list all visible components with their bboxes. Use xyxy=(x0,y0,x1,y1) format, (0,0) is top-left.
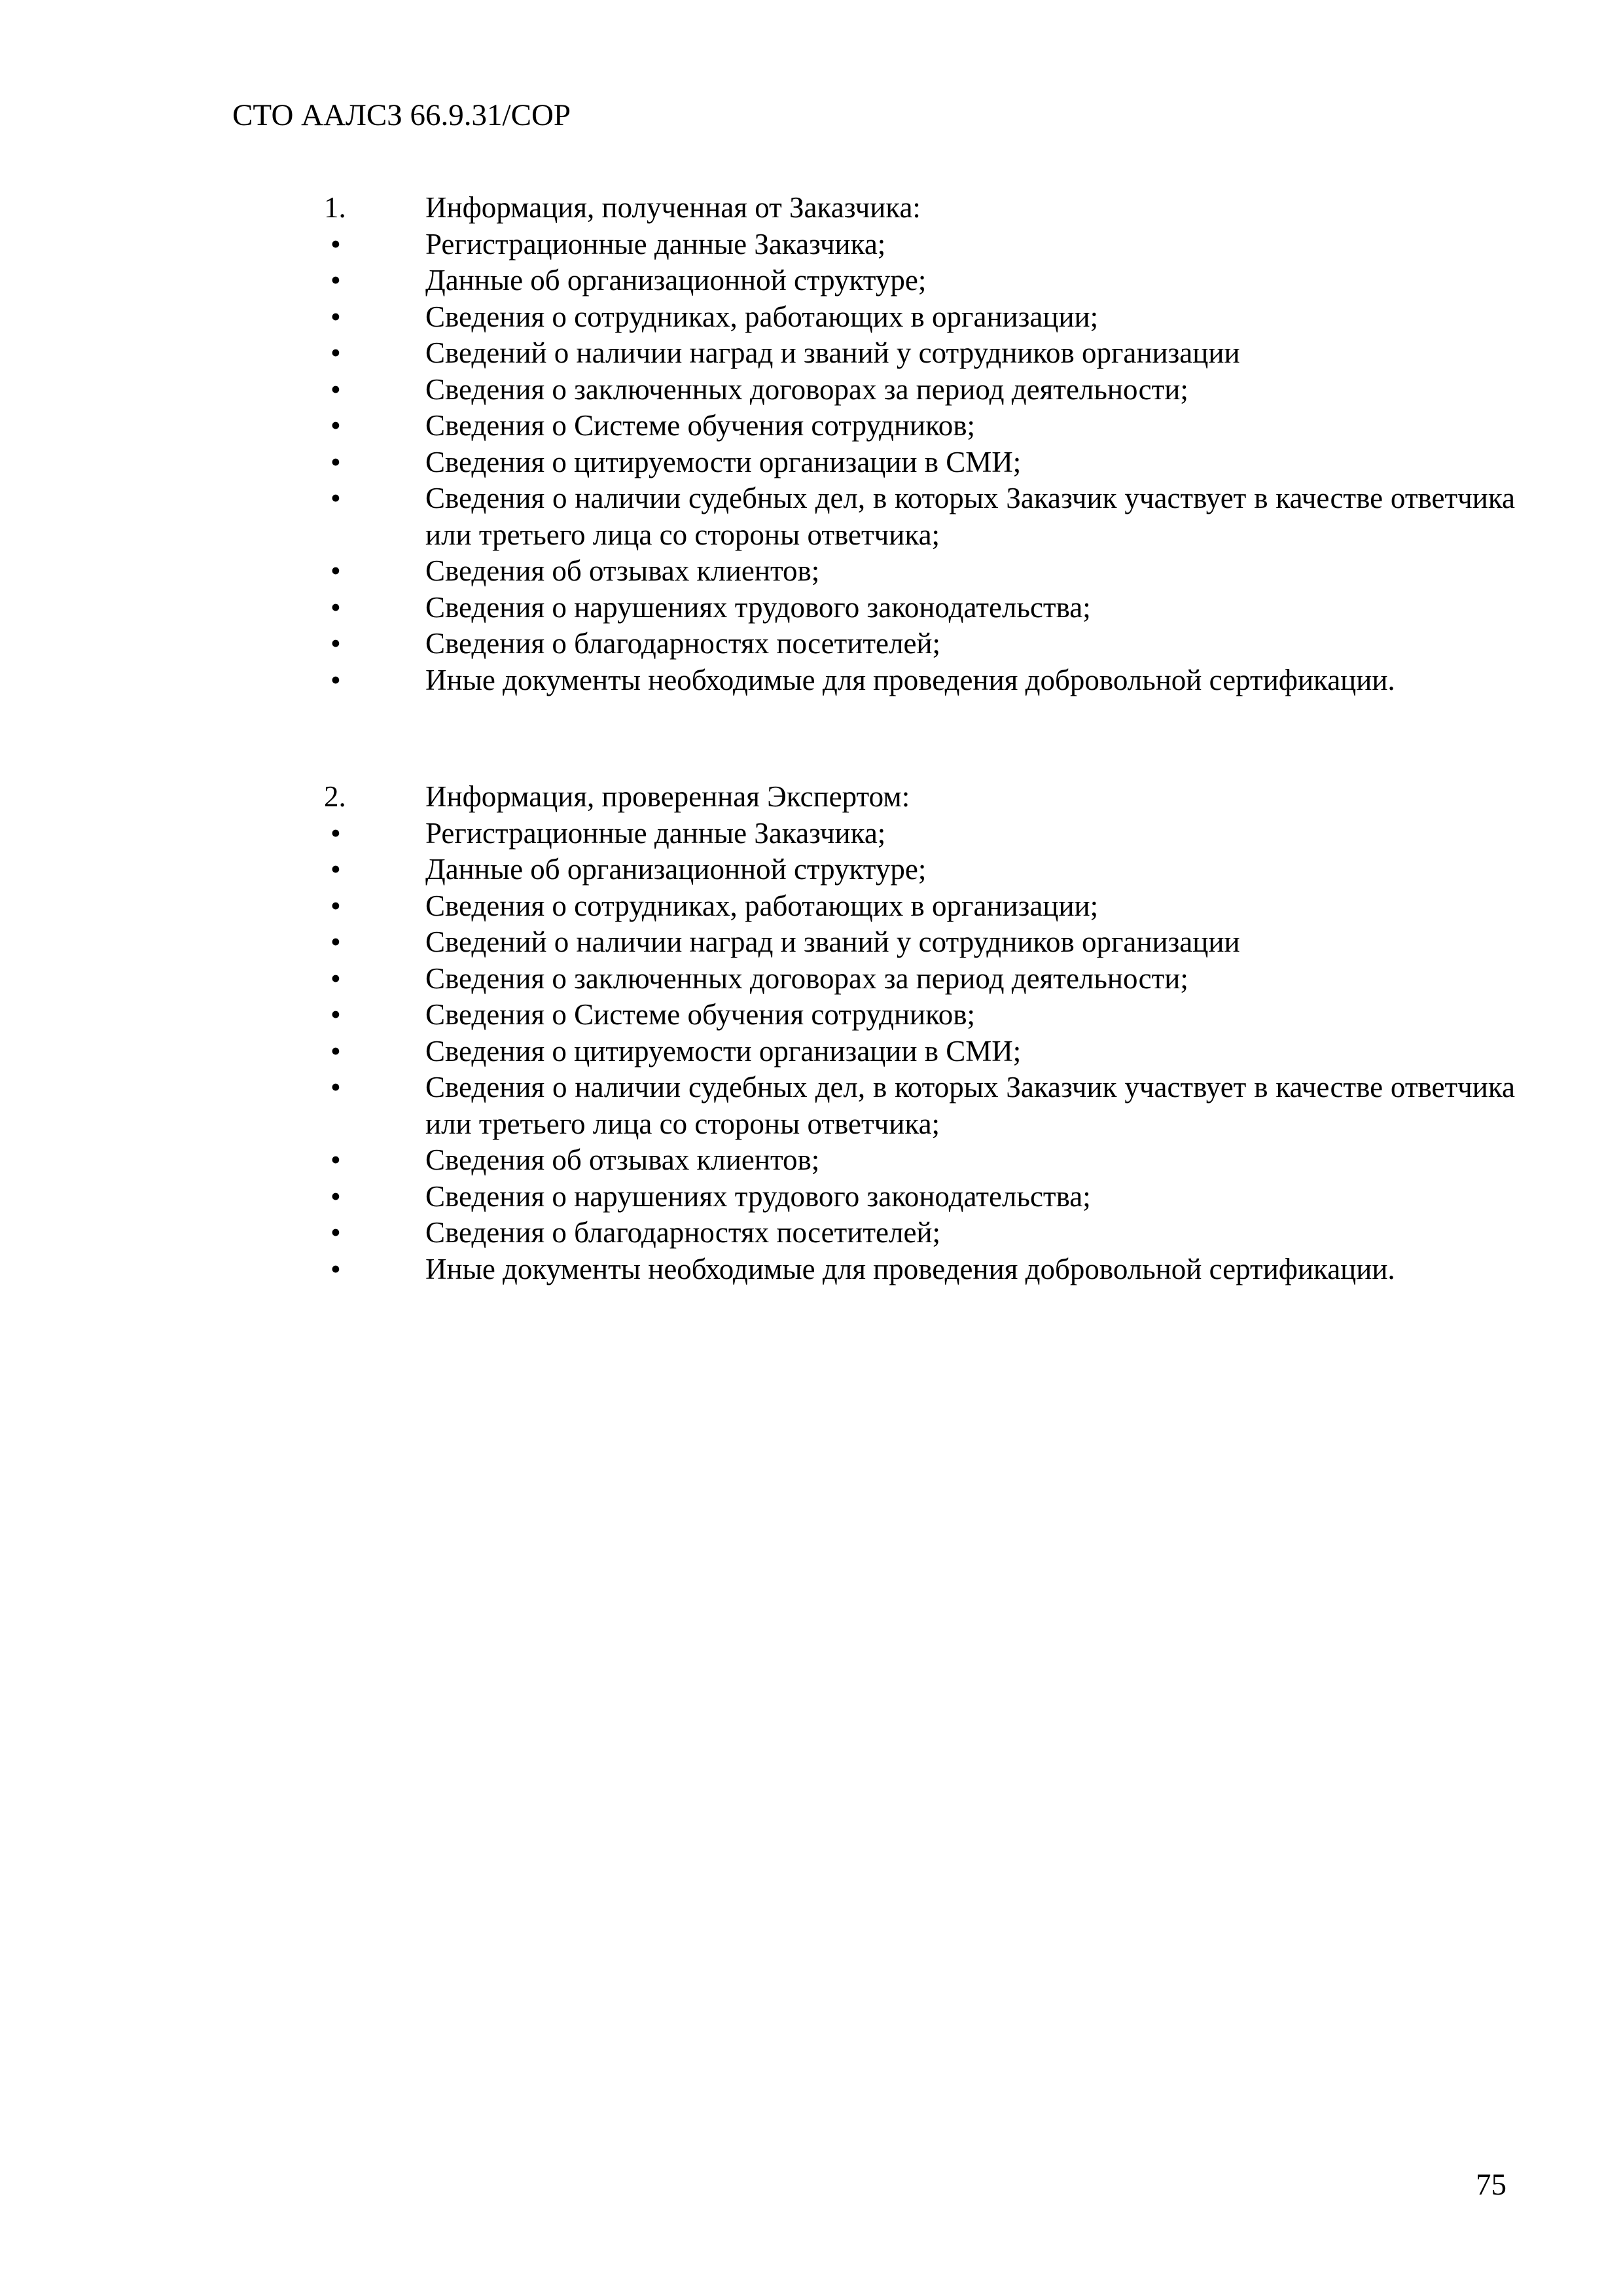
list-item xyxy=(324,480,1515,553)
list-item xyxy=(324,1033,1515,1070)
list-item xyxy=(324,372,1515,408)
list-item-text: Сведения о нарушениях трудового законодательства; xyxy=(425,1179,1091,1213)
section-expert-info xyxy=(324,779,1515,1287)
bullet-icon: • xyxy=(330,482,341,514)
list-item-text: Сведения о Системе обучения сотрудников; xyxy=(425,409,975,442)
list-item-text: Сведения о нарушениях трудового законодательства; xyxy=(425,590,1091,624)
list-item-text: Сведения о наличии судебных дел, в которых Заказчик участвует в качестве ответчика или третьего лица со стороны ответчика; xyxy=(425,1071,1515,1140)
list-item-text: Сведения о заключенных договорах за период деятельности; xyxy=(425,961,1188,995)
bullet-icon: • xyxy=(330,554,341,587)
section-number: 2. xyxy=(324,780,346,813)
list-item-text: Сведения о сотрудниках, работающих в организации; xyxy=(425,300,1099,333)
list-item-text: Сведения о благодарностях посетителей; xyxy=(425,1216,941,1249)
bullet-icon: • xyxy=(330,663,341,696)
list-item xyxy=(324,961,1515,997)
bullet-icon: • xyxy=(330,816,341,850)
bullet-icon: • xyxy=(330,889,341,922)
bullet-icon: • xyxy=(330,409,341,442)
section-customer-info xyxy=(324,190,1515,698)
bullet-icon: • xyxy=(330,445,341,478)
bullet-icon: • xyxy=(330,372,341,406)
list-item xyxy=(324,299,1515,336)
list-item xyxy=(324,553,1515,590)
bullet-icon: • xyxy=(330,853,341,886)
list-item xyxy=(324,1142,1515,1179)
bullet-icon: • xyxy=(330,1143,341,1176)
list-item-text: Сведений о наличии наград и званий у сотрудников организации xyxy=(425,925,1240,958)
list-item-text: Сведения о цитируемости организации в СМИ; xyxy=(425,1034,1022,1067)
bullet-icon: • xyxy=(330,961,341,995)
bullet-icon: • xyxy=(330,590,341,624)
list-item xyxy=(324,1215,1515,1251)
page-number: 75 xyxy=(1476,2168,1507,2202)
list-item-text: Сведения о заключенных договорах за период деятельности; xyxy=(425,372,1188,406)
list-item-text: Сведения о благодарностях посетителей; xyxy=(425,627,941,660)
list-item xyxy=(324,262,1515,299)
list-item xyxy=(324,662,1515,699)
list-item-text: Иные документы необходимые для проведения добровольной сертификации. xyxy=(425,663,1395,696)
list-item xyxy=(324,1251,1515,1288)
list-item-text: Данные об организационной структуре; xyxy=(425,264,927,296)
list-item xyxy=(324,226,1515,263)
section-number: 1. xyxy=(324,191,346,224)
bullet-icon: • xyxy=(330,264,341,296)
list-item-text: Сведения о цитируемости организации в СМИ; xyxy=(425,445,1022,478)
list-item xyxy=(324,444,1515,481)
bullet-icon: • xyxy=(330,998,341,1031)
list-item-text: Регистрационные данные Заказчика; xyxy=(425,816,886,850)
bullet-icon: • xyxy=(330,1179,341,1213)
bullet-icon: • xyxy=(330,1071,341,1103)
list-item-text: Сведений о наличии наград и званий у сотрудников организации xyxy=(425,336,1240,369)
list-item-text: Регистрационные данные Заказчика; xyxy=(425,227,886,260)
list-item xyxy=(324,335,1515,372)
section-heading: Информация, полученная от Заказчика: xyxy=(425,191,921,224)
list-item-text: Сведения о наличии судебных дел, в которых Заказчик участвует в качестве ответчика или третьего лица со стороны ответчика; xyxy=(425,482,1515,551)
list-item xyxy=(324,852,1515,888)
list-item xyxy=(324,888,1515,925)
list-item xyxy=(324,997,1515,1033)
list-item xyxy=(324,1179,1515,1215)
list-item-text: Сведения о Системе обучения сотрудников; xyxy=(425,998,975,1031)
list-item xyxy=(324,408,1515,444)
bullet-icon: • xyxy=(330,925,341,958)
bullet-icon: • xyxy=(330,1216,341,1249)
bullet-icon: • xyxy=(330,627,341,660)
section-heading: Информация, проверенная Экспертом: xyxy=(425,780,910,813)
bullet-icon: • xyxy=(330,1252,341,1285)
list-item-text: Сведения о сотрудниках, работающих в организации; xyxy=(425,889,1099,922)
section-heading-row xyxy=(324,779,1515,816)
bullet-icon: • xyxy=(330,336,341,369)
list-item xyxy=(324,816,1515,852)
list-item-text: Иные документы необходимые для проведения добровольной сертификации. xyxy=(425,1252,1395,1285)
list-item-text: Сведения об отзывах клиентов; xyxy=(425,1143,820,1176)
list-item xyxy=(324,590,1515,626)
list-item-text: Сведения об отзывах клиентов; xyxy=(425,554,820,587)
document-code-header: СТО ААЛСЗ 66.9.31/СОР xyxy=(232,98,571,132)
list-item xyxy=(324,924,1515,961)
bullet-icon: • xyxy=(330,300,341,333)
list-item-text: Данные об организационной структуре; xyxy=(425,853,927,886)
list-item xyxy=(324,1069,1515,1142)
section-heading-row xyxy=(324,190,1515,226)
list-item xyxy=(324,626,1515,662)
bullet-icon: • xyxy=(330,227,341,260)
bullet-icon: • xyxy=(330,1034,341,1067)
